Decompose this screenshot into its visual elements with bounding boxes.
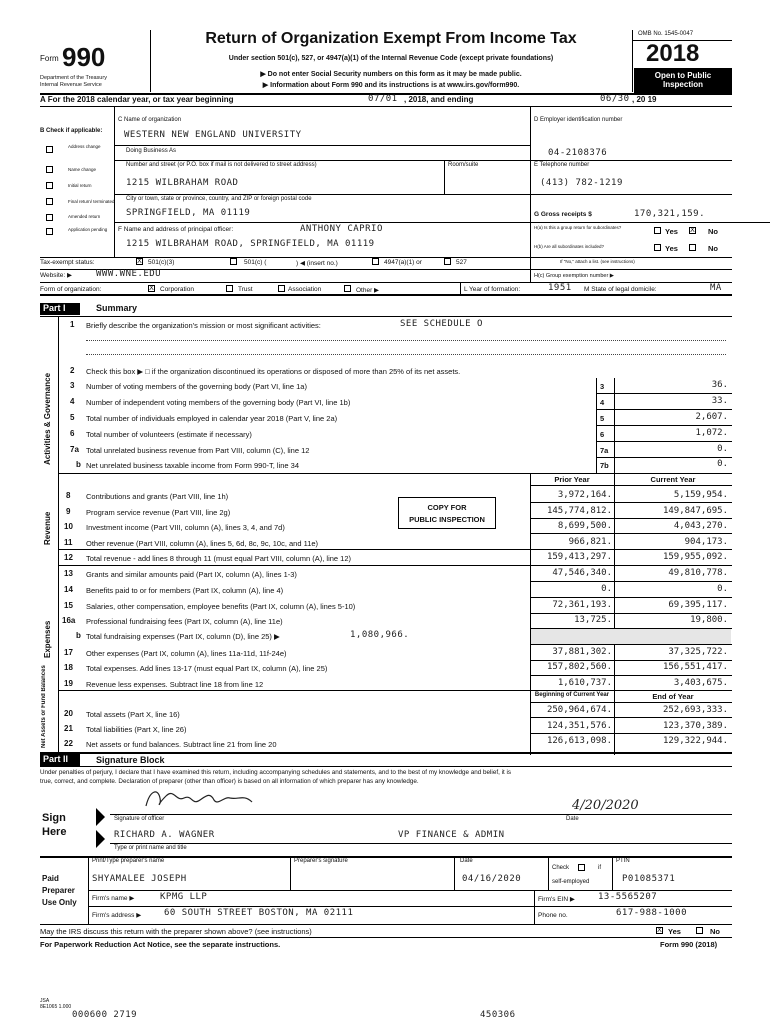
current-value: 19,800. [690, 615, 728, 625]
opt-insert-no: ) ◀ (insert no.) [296, 260, 338, 267]
row-number: 8 [66, 491, 71, 500]
street-label: Number and street (or P.O. box if mail is not delivered to street address) [126, 162, 317, 168]
dept-line-2: Internal Revenue Service [40, 82, 102, 88]
col-beginning-year: Beginning of Current Year [534, 692, 610, 698]
col-prior-year: Prior Year [554, 475, 590, 484]
sign-label: Sign [42, 812, 66, 824]
current-value: 69,395,117. [668, 600, 728, 610]
part2-title: Signature Block [96, 755, 165, 765]
principal-officer-address: 1215 WILBRAHAM ROAD, SPRINGFIELD, MA 01119 [126, 239, 375, 249]
corporation-checkbox[interactable]: X [149, 285, 154, 292]
address-change-checkbox[interactable] [46, 146, 53, 153]
row-label: Total fundraising expenses (Part IX, column (D), line 25) ▶ [86, 632, 280, 641]
row-label: Number of voting members of the governing body (Part VI, line 1a) [86, 382, 307, 391]
paperwork-notice: For Paperwork Reduction Act Notice, see the separate instructions. [40, 940, 281, 949]
current-value: 252,693,333. [662, 705, 728, 715]
row-number: 9 [66, 507, 71, 516]
prior-value: 124,351,576. [546, 721, 612, 731]
org-city: SPRINGFIELD, MA 01119 [126, 208, 251, 218]
firm-name: KPMG LLP [160, 892, 208, 902]
firm-phone: 617-988-1000 [616, 908, 688, 918]
group-return-yes-checkbox[interactable] [654, 227, 661, 234]
gross-receipts-label: G Gross receipts $ [534, 211, 592, 218]
row-label: Total number of individuals employed in calendar year 2018 (Part V, line 2a) [86, 414, 338, 423]
trust-checkbox[interactable] [226, 285, 233, 292]
current-value: 5,159,954. [673, 490, 728, 500]
side-label-net-assets: Net Assets or Fund Balances [41, 665, 47, 748]
row-label: Net assets or fund balances. Subtract line 21 from line 20 [86, 740, 277, 749]
state-domicile-label: M State of legal domicile: [584, 286, 657, 293]
check-label: Application pending [68, 227, 108, 232]
current-value: 4,043,270. [673, 521, 728, 531]
check-if-label: Check [552, 865, 570, 871]
perjury-statement-1: Under penalties of perjury, I declare that I have examined this return, including accompanying schedules and statements, and to the best of my knowledge and belief, it is [40, 769, 512, 776]
batch-code-1: 000600 2719 [72, 1010, 138, 1020]
check-label: Amended return [68, 214, 101, 219]
check-label: Initial return [68, 183, 92, 188]
self-employed-checkbox[interactable] [578, 864, 585, 871]
dba-label: Doing Business As [126, 148, 177, 154]
dept-line-1: Department of the Treasury [40, 75, 107, 81]
officer-signature [140, 784, 270, 812]
group-exemption-label: H(c) Group exemption number ▶ [534, 273, 615, 279]
gross-receipts-value: 170,321,159. [634, 209, 706, 219]
no-label: No [708, 227, 718, 236]
subordinates-yes-checkbox[interactable] [654, 244, 661, 251]
city-label: City or town, state or province, country, and ZIP or foreign postal code [126, 196, 312, 202]
no-label: No [708, 244, 718, 253]
prior-value: 250,964,674. [546, 705, 612, 715]
row-number: 18 [64, 663, 73, 672]
opt-corporation: Corporation [160, 286, 194, 293]
527-checkbox[interactable] [444, 258, 451, 265]
col-current-year: Current Year [650, 475, 696, 484]
row-label: Contributions and grants (Part VIII, line 1h) [86, 492, 229, 501]
prior-value: 72,361,193. [552, 600, 612, 610]
row-box: 7a [600, 446, 609, 455]
firm-name-label: Firm's name ▶ [92, 895, 135, 902]
independent-members-value: 33. [711, 396, 728, 406]
website-label: Website: ▶ [40, 272, 72, 279]
tax-year-end: 06/30 [600, 94, 630, 104]
group-return-label: H(a) Is this a group return for subordinates? [534, 225, 622, 230]
check-label: Address change [68, 144, 101, 149]
association-checkbox[interactable] [278, 285, 285, 292]
prior-value: 159,413,297. [546, 552, 612, 562]
jsa-code: 8E1065 1.000 [40, 1004, 72, 1010]
form-footer: Form 990 (2018) [660, 940, 718, 949]
side-label-expenses: Expenses [43, 620, 52, 658]
org-name: WESTERN NEW ENGLAND UNIVERSITY [124, 130, 302, 140]
part1-title: Summary [96, 303, 138, 313]
row-label: Net unrelated business taxable income from Form 990-T, line 34 [86, 461, 300, 470]
prior-value: 3,972,164. [557, 490, 612, 500]
volunteers-value: 1,072. [695, 428, 728, 438]
ein-label: D Employer identification number [534, 117, 623, 123]
date-label: Date [566, 816, 579, 822]
row-label: Investment income (Part VIII, column (A), lines 3, 4, and 7d) [86, 523, 285, 532]
application-pending-checkbox[interactable] [46, 228, 53, 235]
side-label-revenue: Revenue [43, 511, 52, 545]
open-to-public-badge: Open to Public Inspection [634, 68, 732, 94]
row-number: 7a [70, 445, 79, 454]
row-label: Revenue less expenses. Subtract line 18 from line 12 [86, 680, 264, 689]
phone-value: (413) 782-1219 [540, 178, 623, 188]
type-name-label: Type or print name and title [114, 845, 187, 851]
row-label: Total assets (Part X, line 16) [86, 710, 180, 719]
copy-public-inspection-stamp: COPY FOR PUBLIC INSPECTION [398, 497, 496, 529]
row-number: 13 [64, 569, 73, 578]
prior-value: 8,699,500. [557, 521, 612, 531]
col-end-year: End of Year [652, 692, 694, 701]
subordinates-label: H(b) Are all subordinates included? [534, 244, 605, 249]
year-formation-label: L Year of formation: [464, 286, 521, 293]
tax-year-end-year: , 20 19 [632, 95, 657, 104]
row-number: 17 [64, 648, 73, 657]
website-value[interactable]: WWW.WNE.EDU [96, 269, 162, 279]
row-box: 5 [600, 414, 605, 423]
discuss-no-checkbox[interactable] [696, 927, 703, 934]
org-street: 1215 WILBRAHAM ROAD [126, 178, 239, 188]
firm-address: 60 SOUTH STREET BOSTON, MA 02111 [164, 908, 354, 918]
opt-association: Association [288, 286, 322, 293]
row-number: 21 [64, 724, 73, 733]
row-number: 16a [62, 616, 76, 625]
preparer-name-label: Print/Type preparer's name [92, 858, 165, 864]
current-value: 37,325,722. [668, 647, 728, 657]
line-a-label: A For the 2018 calendar year, or tax year beginning [40, 95, 234, 104]
current-value: 156,551,417. [662, 662, 728, 672]
omb-number: OMB No. 1545-0047 [638, 31, 694, 37]
row-number: 5 [70, 413, 75, 422]
prior-value: 126,613,098. [546, 736, 612, 746]
row-number: 20 [64, 709, 73, 718]
row-label: Total number of volunteers (estimate if necessary) [86, 430, 252, 439]
current-value: 0. [717, 584, 728, 594]
attach-list-note: If "No," attach a list. (see instructions) [560, 259, 635, 264]
row-label: Grants and similar amounts paid (Part IX, column (A), lines 1-3) [86, 570, 297, 579]
ubti-value: 0. [717, 459, 728, 469]
org-name-label: C Name of organization [118, 117, 182, 123]
row-label: Benefits paid to or for members (Part IX, column (A), line 4) [86, 586, 284, 595]
501c3-checkbox[interactable]: X [137, 258, 142, 265]
firm-phone-label: Phone no. [538, 912, 568, 919]
row-label: Other revenue (Part VIII, column (A), lines 5, 6d, 8c, 9c, 10c, and 11e) [86, 539, 319, 548]
current-value: 904,173. [684, 537, 728, 547]
use-only-label: Use Only [42, 898, 77, 907]
side-label-governance: Activities & Governance [43, 372, 52, 465]
tax-exempt-label: Tax-exempt status: [40, 259, 95, 266]
ptin-label: PTIN [616, 858, 630, 864]
yes-label: Yes [665, 227, 678, 236]
principal-officer-label: F Name and address of principal officer: [118, 226, 234, 233]
row-number: 14 [64, 585, 73, 594]
row-number: 4 [70, 397, 75, 406]
signature-label: Signature of officer [114, 816, 165, 822]
current-value: 149,847,695. [662, 506, 728, 516]
row-number: 19 [64, 679, 73, 688]
current-value: 3,403,675. [673, 678, 728, 688]
other-checkbox[interactable] [344, 285, 351, 292]
prior-value: 37,881,302. [552, 647, 612, 657]
prior-value: 47,546,340. [552, 568, 612, 578]
discuss-yes-label: Yes [668, 927, 681, 936]
firm-address-label: Firm's address ▶ [92, 912, 142, 919]
opt-527: 527 [456, 259, 467, 266]
row-number: 11 [64, 538, 73, 547]
group-return-no-checkbox[interactable]: X [690, 227, 695, 234]
row-label: Total unrelated business revenue from Part VIII, column (C), line 12 [86, 446, 310, 455]
part2-tag: Part II [40, 754, 80, 766]
opt-501c3: 501(c)(3) [148, 259, 175, 266]
row-number: 22 [64, 739, 73, 748]
self-employed-label: self-employed [552, 879, 590, 885]
check-label: Name change [68, 167, 97, 172]
irs-discuss-label: May the IRS discuss this return with the preparer shown above? (see instructions) [40, 927, 312, 936]
final-return-checkbox[interactable] [46, 198, 53, 205]
name-arrow-icon [96, 830, 105, 848]
current-value: 123,370,389. [662, 721, 728, 731]
row-number: 3 [70, 381, 75, 390]
preparer-date: 04/16/2020 [462, 874, 522, 884]
discuss-no-label: No [710, 927, 720, 936]
state-domicile-value: MA [710, 283, 722, 293]
preparer-label: Preparer [42, 886, 75, 895]
ubr-value: 0. [717, 444, 728, 454]
opt-other: Other ▶ [356, 287, 380, 294]
svg-text:4/20/2020: 4/20/2020 [572, 798, 639, 813]
preparer-ptin: P01085371 [622, 874, 676, 884]
discuss-yes-checkbox[interactable]: X [657, 927, 662, 934]
row-number: 15 [64, 601, 73, 610]
fundraising-expenses-value: 1,080,966. [350, 630, 410, 640]
row-label: Number of independent voting members of the governing body (Part VI, line 1b) [86, 398, 351, 407]
name-change-checkbox[interactable] [46, 166, 53, 173]
opt-501c: 501(c) ( [244, 259, 267, 266]
row-number: b [76, 460, 81, 469]
line-1-number: 1 [70, 320, 75, 329]
line-2-number: 2 [70, 366, 75, 375]
mission-value: SEE SCHEDULE O [400, 319, 483, 329]
row-box: 7b [600, 461, 609, 470]
row-label: Total expenses. Add lines 13-17 (must equal Part IX, column (A), line 25) [86, 664, 328, 673]
line-a-mid: , 2018, and ending [404, 95, 474, 104]
mission-label: Briefly describe the organization's mission or most significant activities: [86, 321, 321, 330]
part1-tag: Part I [40, 303, 80, 315]
row-label: Total revenue - add lines 8 through 11 (must equal Part VIII, column (A), line 12) [86, 554, 351, 563]
row-number: 6 [70, 429, 75, 438]
row-label: Total liabilities (Part X, line 26) [86, 725, 187, 734]
year-formation-value: 1951 [548, 283, 572, 293]
discontinued-label[interactable]: Check this box ▶ □ if the organization discontinued its operations or disposed of more than 25% of its net assets. [86, 367, 461, 376]
prior-value: 157,802,560. [546, 662, 612, 672]
preparer-sig-label: Preparer's signature [294, 858, 348, 864]
employees-value: 2,607. [695, 412, 728, 422]
if-label: if [598, 865, 601, 871]
tax-year: 2018 [646, 40, 700, 67]
501c-checkbox[interactable] [230, 258, 237, 265]
current-value: 129,322,944. [662, 736, 728, 746]
sign-arrow-icon [96, 808, 105, 826]
form-subtitle: Under section 501(c), 527, or 4947(a)(1) of the Internal Revenue Code (except private foundations) [228, 55, 554, 62]
preparer-name: SHYAMALEE JOSEPH [92, 874, 187, 884]
phone-label: E Telephone number [534, 162, 590, 168]
preparer-date-label: Date [460, 858, 473, 864]
row-number: 12 [64, 553, 73, 562]
signature-date-handwritten [568, 794, 658, 814]
subordinates-no-checkbox[interactable] [689, 244, 696, 251]
form-number: 990 [62, 42, 106, 72]
here-label: Here [42, 826, 67, 838]
form-label: Form [40, 54, 59, 63]
opt-trust: Trust [238, 286, 253, 293]
row-label: Program service revenue (Part VIII, line 2g) [86, 508, 231, 517]
prior-value: 1,610,737. [557, 678, 612, 688]
signer-title: VP FINANCE & ADMIN [398, 830, 505, 840]
tax-year-begin: 07/01 [368, 94, 398, 104]
prior-value: 966,821. [568, 537, 612, 547]
shaded-cells [531, 629, 731, 644]
prior-value: 13,725. [574, 615, 612, 625]
room-label: Room/suite [448, 162, 479, 168]
opt-4947: 4947(a)(1) or [384, 259, 422, 266]
paid-label: Paid [42, 874, 59, 883]
firm-ein-label: Firm's EIN ▶ [538, 896, 575, 903]
jsa-label: JSA [40, 998, 50, 1004]
row-label: Salaries, other compensation, employee benefits (Part IX, column (A), lines 5-10) [86, 602, 356, 611]
voting-members-value: 36. [711, 380, 728, 390]
instruction-ssn: ▶ Do not enter Social Security numbers on this form as it may be made public. [260, 71, 522, 78]
row-label: Professional fundraising fees (Part IX, column (A), line 11e) [86, 617, 283, 626]
perjury-statement-2: true, correct, and complete. Declaration of preparer (other than officer) is based on all information of which preparer has any knowledge. [40, 778, 419, 785]
4947-checkbox[interactable] [372, 258, 379, 265]
prior-value: 0. [601, 584, 612, 594]
amended-return-checkbox[interactable] [46, 214, 53, 221]
row-box: 6 [600, 430, 605, 439]
row-box: 4 [600, 398, 605, 407]
check-label: Final return/ terminated [68, 199, 115, 204]
form-title: Return of Organization Exempt From Income Tax [205, 30, 577, 47]
check-applicable-label: B Check if applicable: [40, 128, 103, 134]
row-number: 10 [64, 522, 73, 531]
current-value: 49,810,778. [668, 568, 728, 578]
firm-ein: 13-5565207 [598, 892, 658, 902]
current-value: 159,955,092. [662, 552, 728, 562]
row-label: Other expenses (Part IX, column (A), lines 11a-11d, 11f-24e) [86, 649, 287, 658]
batch-code-2: 450306 [480, 1010, 516, 1020]
yes-label: Yes [665, 244, 678, 253]
prior-value: 145,774,812. [546, 506, 612, 516]
row-number: b [76, 631, 81, 640]
principal-officer-name: ANTHONY CAPRIO [300, 224, 383, 234]
row-box: 3 [600, 382, 605, 391]
ein-value: 04-2108376 [548, 148, 608, 158]
initial-return-checkbox[interactable] [46, 182, 53, 189]
form-of-org-label: Form of organization: [40, 286, 102, 293]
signer-name: RICHARD A. WAGNER [114, 830, 215, 840]
instruction-info: ▶ Information about Form 990 and its instructions is at www.irs.gov/form990. [262, 82, 520, 89]
